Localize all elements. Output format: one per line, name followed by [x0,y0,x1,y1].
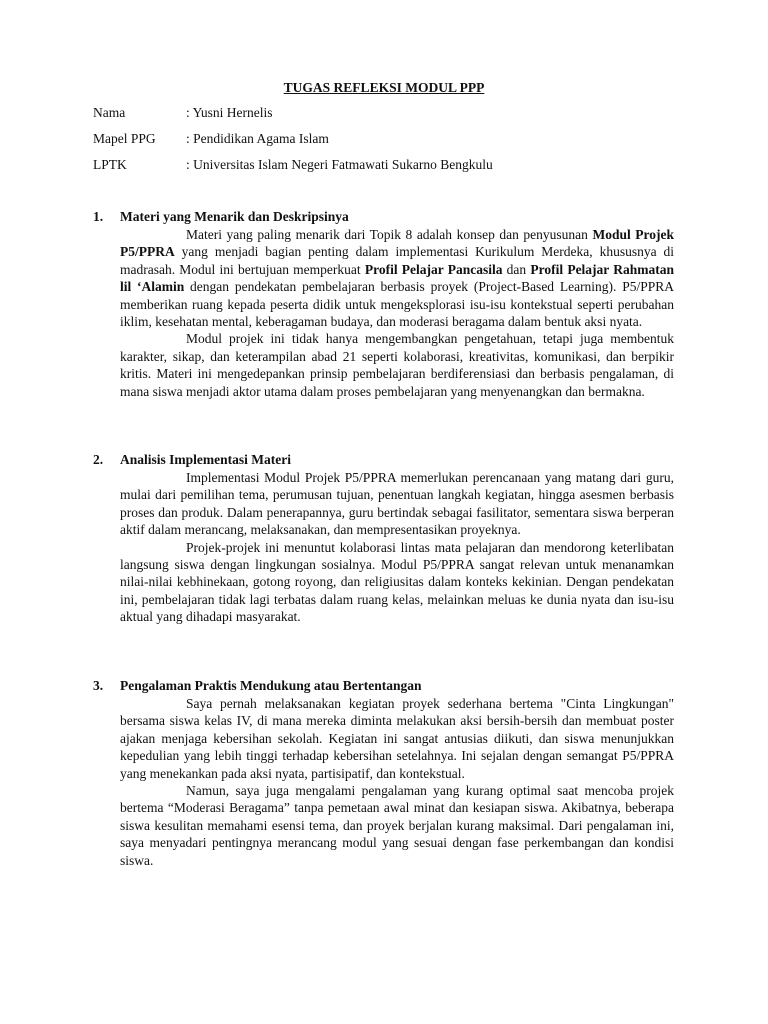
section-heading [93,451,674,469]
field-value: : Pendidikan Agama Islam [186,131,329,146]
paragraph: Modul projek ini tidak hanya mengembangkan pengetahuan, tetapi juga membentuk karakter, sikap, dan keterampilan abad 21 seperti kolaborasi, kreativitas, komunikasi, dan berpikir kritis. Materi ini mengedepankan prinsip pembelajaran berdiferensiasi dan berbasis pengalaman, di mana siswa menjadi aktor utama dalam proses pembelajaran yang menyenangkan dan bermakna. [120,331,674,399]
field-value: : Universitas Islam Negeri Fatmawati Sukarno Bengkulu [186,157,493,172]
field-label: LPTK [93,157,127,172]
bold-term: Profil Pelajar Rahmatan lil ‘Alamin [120,261,675,295]
section-number: 2. [93,452,104,467]
paragraph: Saya pernah melaksanakan kegiatan proyek sederhana bertema "Cinta Lingkungan" bersama siswa kelas IV, di mana mereka diminta melakukan aksi bersih-bersih dan membuat poster ajakan menjaga kebersihan sekolah. Kegiatan ini sangat antusias diikuti, dan siswa menunjukkan kepedulian yang lebih tinggi terhadap kebersihan setelahnya. Ini sejalan dengan semangat P5/PPRA yang menekankan pada aksi nyata, partisipatif, dan kontekstual. [120,696,674,781]
document-title: TUGAS REFLEKSI MODUL PPP [283,80,485,95]
field-label: Mapel PPG [93,131,156,146]
bold-term: Profil Pelajar Pancasila [364,261,503,277]
field-label: Nama [93,105,126,120]
section-2 [93,451,674,626]
section-1 [93,208,674,400]
paragraph: Namun, saya juga mengalami pengalaman yang kurang optimal saat mencoba projek bertema “Moderasi Beragama” tanpa pemetaan awal minat dan kesiapan siswa. Akibatnya, beberapa siswa kesulitan memahami esensi tema, dan proyek berjalan kurang maksimal. Dari pengalaman ini, saya menyadari pentingnya merancang modul yang sesuai dengan fase perkembangan dan kondisi siswa. [120,783,674,868]
section-title: Materi yang Menarik dan Deskripsinya [120,209,349,224]
bold-term: Modul Projek P5/PPRA [120,227,674,260]
section-number: 3. [93,678,104,693]
section-heading [93,677,674,695]
section-heading [93,208,674,226]
field-value: : Yusni Hernelis [186,105,273,120]
section-title: Pengalaman Praktis Mendukung atau Bertentangan [120,678,422,693]
paragraph: Implementasi Modul Projek P5/PPRA memerlukan perencanaan yang matang dari guru, mulai dari pemilihan tema, perumusan tujuan, penentuan langkah kegiatan, hingga asesmen berbasis proses dan produk. Dalam penerapannya, guru bertindak sebagai fasilitator, sementara siswa berperan aktif dalam merancang, melaksanakan, dan mempresentasikan proyeknya. [120,470,674,538]
paragraph: Projek-projek ini menuntut kolaborasi lintas mata pelajaran dan mendorong keterlibatan langsung siswa dengan lingkungan sosialnya. Modul P5/PPRA sangat relevan untuk menanamkan nilai-nilai kebhinekaan, gotong royong, dan religiusitas dalam konteks kekinian. Dengan pendekatan ini, pembelajaran tidak lagi terbatas dalam ruang kelas, melainkan meluas ke dunia nyata dan isu-isu aktual yang dihadapi masyarakat. [120,539,674,625]
section-title: Analisis Implementasi Materi [120,452,291,467]
section-number: 1. [93,209,104,224]
section-3 [93,677,674,869]
paragraph: Materi yang paling menarik dari Topik 8 adalah konsep dan penyusunan Modul Projek P5/PPRA yang menjadi bagian penting dalam implementasi Kurikulum Merdeka, khususnya di madrasah. Modul ini bertujuan memperkuat Profil Pelajar Pancasila dan Profil Pelajar Rahmatan lil ‘Alamin dengan pendekatan pembelajaran berbasis proyek (Project-Based Learning). P5/PPRA memberikan ruang kepada peserta didik untuk mengeksplorasi isu-isu kontekstual seperti perubahan iklim, kesehatan mental, keberagaman budaya, dan moderasi beragama dalam bentuk aksi nyata. [120,227,675,330]
